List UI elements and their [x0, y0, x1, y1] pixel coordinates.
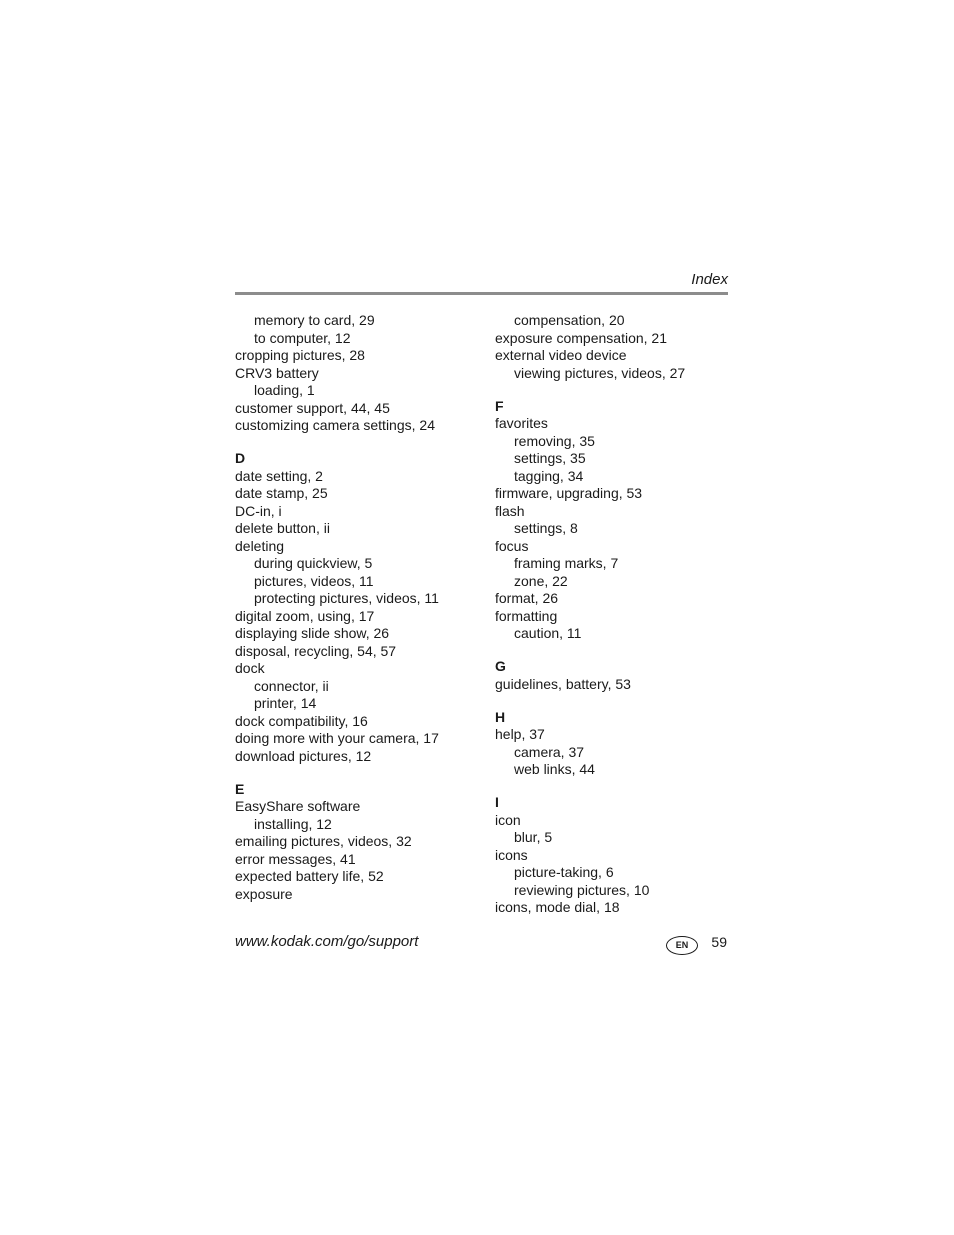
section-spacer — [495, 382, 735, 398]
index-entry: guidelines, battery, 53 — [495, 675, 631, 692]
section-letter: H — [495, 708, 506, 725]
index-entry: DC-in, i — [235, 502, 282, 519]
section-letter: D — [235, 450, 246, 466]
index-subentry: connector, ii — [254, 677, 329, 694]
index-entry: customizing camera settings, 24 — [235, 417, 435, 433]
section-spacer — [235, 435, 485, 451]
index-entry: expected battery life, 52 — [235, 868, 384, 884]
index-entry: flash — [495, 502, 525, 519]
index-entry: exposure compensation, 21 — [495, 329, 667, 346]
index-subentry: removing, 35 — [514, 432, 595, 449]
index-entry: emailing pictures, videos, 32 — [235, 833, 412, 849]
section-letter: G — [495, 658, 506, 674]
index-subentry: printer, 14 — [254, 695, 317, 711]
index-entry: date setting, 2 — [235, 467, 323, 484]
index-entry: displaying slide show, 26 — [235, 625, 390, 641]
index-subentry: camera, 37 — [514, 743, 585, 760]
index-subentry: compensation, 20 — [514, 312, 625, 328]
section-letter: F — [495, 397, 504, 414]
index-column-right — [495, 312, 735, 917]
index-entry: deleting — [235, 537, 285, 554]
index-subentry: zone, 22 — [514, 572, 568, 589]
index-entry: doing more with your camera, 17 — [235, 730, 439, 746]
index-entry: download pictures, 12 — [235, 747, 372, 764]
index-entry: EasyShare software — [235, 798, 361, 814]
index-column-left — [235, 312, 485, 903]
page-number: 59 — [711, 934, 727, 950]
index-entry: icons — [495, 846, 528, 863]
section-spacer — [495, 643, 735, 659]
index-subentry: framing marks, 7 — [514, 555, 619, 571]
index-entry: exposure — [235, 885, 293, 902]
index-subentry: settings, 8 — [514, 520, 578, 536]
index-subentry: protecting pictures, videos, 11 — [254, 590, 439, 606]
index-entry: disposal, recycling, 54, 57 — [235, 642, 397, 659]
index-entry: format, 26 — [495, 590, 559, 606]
index-subentry: viewing pictures, videos, 27 — [514, 364, 686, 381]
index-subentry: loading, 1 — [254, 382, 315, 398]
index-entry: customer support, 44, 45 — [235, 399, 390, 416]
index-subentry: during quickview, 5 — [254, 555, 373, 571]
index-subentry: installing, 12 — [254, 815, 332, 832]
index-entry: favorites — [495, 415, 548, 431]
support-url: www.kodak.com/go/support — [235, 933, 419, 950]
index-entry: cropping pictures, 28 — [235, 347, 365, 363]
language-badge-icon: EN — [666, 936, 698, 955]
index-subentry: settings, 35 — [514, 450, 586, 466]
running-header-title: Index — [691, 271, 728, 288]
index-subentry: to computer, 12 — [254, 329, 351, 346]
index-subentry: memory to card, 29 — [254, 312, 375, 328]
index-entry: help, 37 — [495, 726, 545, 742]
index-subentry: blur, 5 — [514, 829, 553, 845]
index-subentry: tagging, 34 — [514, 467, 584, 484]
index-entry: dock compatibility, 16 — [235, 712, 368, 729]
section-spacer — [495, 779, 735, 795]
index-subentry: caution, 11 — [514, 625, 582, 641]
index-subentry: picture-taking, 6 — [514, 864, 614, 880]
index-entry: delete button, ii — [235, 520, 330, 536]
section-spacer — [495, 693, 735, 709]
index-entry: icon — [495, 811, 521, 828]
index-entry: dock — [235, 660, 265, 676]
index-entry: external video device — [495, 347, 627, 363]
section-letter: I — [495, 794, 499, 810]
index-entry: formatting — [495, 607, 558, 624]
index-entry: error messages, 41 — [235, 850, 356, 867]
index-entry: digital zoom, using, 17 — [235, 607, 375, 624]
index-entry: date stamp, 25 — [235, 485, 328, 501]
index-entry: focus — [495, 537, 529, 554]
index-entry: CRV3 battery — [235, 364, 319, 381]
index-entry: icons, mode dial, 18 — [495, 899, 620, 915]
index-subentry: pictures, videos, 11 — [254, 572, 374, 589]
index-subentry: reviewing pictures, 10 — [514, 881, 650, 898]
index-subentry: web links, 44 — [514, 761, 595, 777]
section-letter: E — [235, 780, 245, 797]
header-rule — [235, 292, 728, 295]
index-entry: firmware, upgrading, 53 — [495, 485, 643, 501]
section-spacer — [235, 765, 485, 781]
